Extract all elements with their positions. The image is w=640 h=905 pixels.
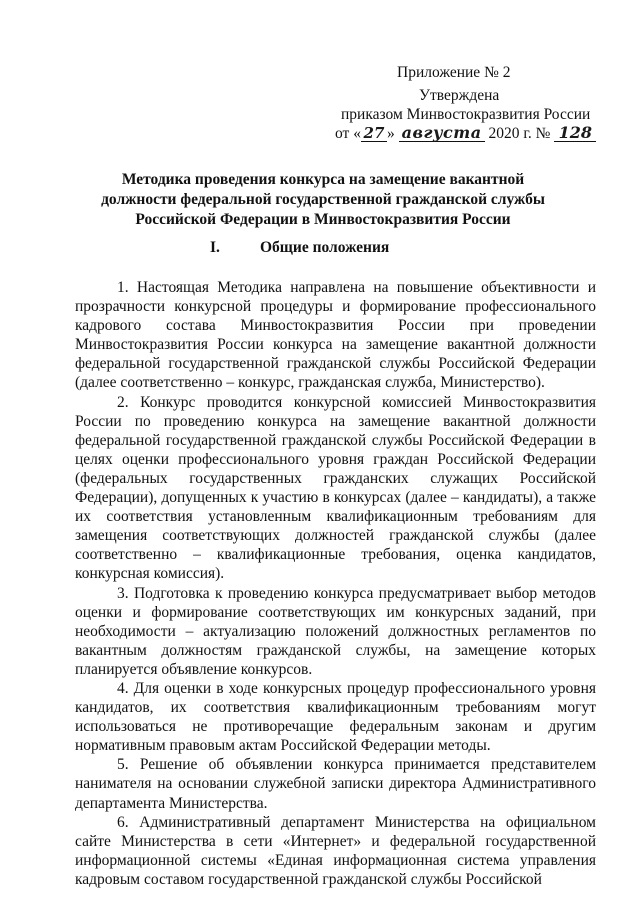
approved-label: Утверждена [419, 87, 500, 104]
appendix-number: Приложение № 2 [397, 64, 511, 81]
document-title: Методика проведения конкурса на замещение вакантной должности федеральной государственной гражданской службы Российской Федерации в Минвостокразвития России [101, 171, 545, 228]
handwritten-month: августа [399, 125, 485, 142]
order-date-line [335, 124, 595, 143]
section-numeral: I. [210, 239, 220, 256]
paragraph-2: 2. Конкурс проводится конкурсной комиссией Минвостокразвития России по проведению конкурса на замещение вакантной должности федеральной государственной гражданской службы Российской Федерации в целях оценки профессионального уровня граждан Российской Федерации (федеральных государственных гражданских служащих Российской Федерации), допущенных к участию в конкурсах (далее – кандидаты), а также их соответствия установленным квалификационным требованиям для замещения соответствующих должностей гражданской службы (далее соответственно – квалификационные требования, оценка кандидатов, конкурсная комиссия). [75, 393, 596, 583]
order-reference: приказом Минвостокразвития России [341, 106, 591, 123]
handwritten-day: 27 [361, 125, 387, 142]
paragraph-3: 3. Подготовка к проведению конкурса предусматривает выбор методов оценки и формирование соответствующих им конкурсных заданий, при необходимости – актуализацию положений должностных регламентов по вакантным должностям гражданской службы, на замещение которых планируется объявление конкурсов. [75, 584, 596, 678]
section-heading [210, 239, 470, 257]
document-body [75, 278, 596, 889]
paragraph-1: 1. Настоящая Методика направлена на повышение объективности и прозрачности конкурсной процедуры и формирование профессионального кадрового состава Минвостокразвития России при проведении Минвостокразвития России конкурса на замещение вакантной должности федеральной государственной гражданской службы Российской Федерации (далее соответственно – конкурс, гражданская служба, Министерство). [75, 279, 596, 392]
paragraph-5: 5. Решение об объявлении конкурса принимается представителем нанимателя на основании служебной записки директора Административного департамента Министерства. [75, 756, 596, 812]
date-separator: » [386, 125, 399, 142]
date-year: 2020 г. № [484, 125, 555, 142]
paragraph-6: 6. Административный департамент Министерства на официальном сайте Министерства в сети «Интернет» и федеральной государственной информационной системы «Единая информационная система управления кадровым составом государственной гражданской службы Российской [75, 813, 596, 888]
paragraph-4: 4. Для оценки в ходе конкурсных процедур профессионального уровня кандидатов, их соответствия квалификационным требованиям могут использоваться не противоречащие федеральным законам и другим нормативным правовым актам Российской Федерации методы. [75, 679, 596, 755]
approval-stamp-block [335, 63, 595, 143]
handwritten-order-number: 128 [554, 125, 596, 142]
date-prefix: от « [335, 125, 361, 142]
section-title: Общие положения [260, 239, 390, 256]
